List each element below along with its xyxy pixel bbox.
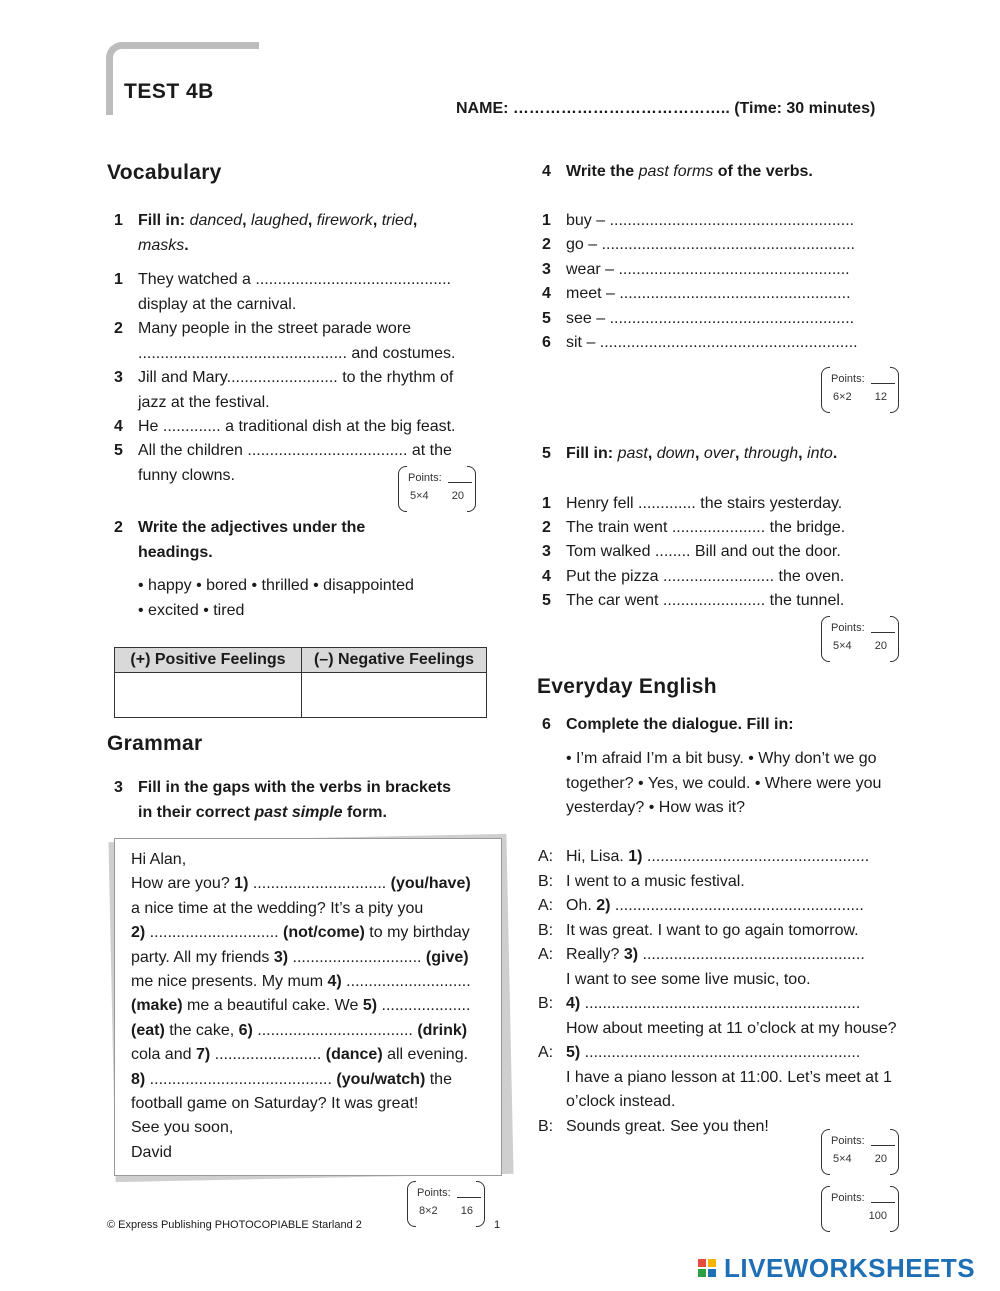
points-box [821,1129,899,1173]
dialogue-line: I have a piano lesson at 11:00. Let’s meet at 1 [566,1068,892,1086]
option-row: together? • Yes, we could. • Where were you [566,774,882,792]
item-number: 2 [542,236,551,253]
page-number: 1 [494,1219,501,1231]
task2-text: Write the adjectives under the [138,519,366,536]
logo-square-icon [708,1269,716,1277]
task1-word: tried [381,212,413,229]
task5-number: 5 [542,445,551,462]
task5-word: through [743,445,799,462]
item-number: 4 [542,285,551,302]
letter-line: How are you? 1) .............................. (you/have) [131,875,471,893]
copyright-footer: © Express Publishing PHOTOCOPIABLE Starland 2 [107,1219,362,1231]
task4-item [542,209,882,234]
task1-item [114,317,494,366]
points-label: Points: [831,373,865,385]
task3-text: Fill in the gaps with the verbs in brackets [138,779,451,796]
item-text: ............................................... and costumes. [138,344,456,362]
item-number: 5 [542,310,551,327]
points-total: 20 [451,490,464,502]
item-text: He ............. a traditional dish at the big feast. [138,418,456,435]
letter-line: 2) ............................. (not/come) to my birthday [131,924,470,942]
letter-line: (make) me a beautiful cake. We 5) .................... [131,997,471,1015]
dialogue-line: I want to see some live music, too. [566,970,811,988]
dialogue-line: o’clock instead. [566,1093,676,1110]
name-line: NAME: ………………………………….. (Time: 30 minutes) [456,100,876,117]
points-label: Points: [408,472,442,484]
points-label: Points: [831,1192,865,1204]
task5-word: over [703,445,735,462]
item-text: The train went ..................... the bridge. [566,519,846,536]
dialogue-line: B: 4) .............................................................. [538,995,861,1012]
points-box [407,1181,485,1225]
item-text: funny clowns. [138,466,235,484]
item-number: 4 [542,568,551,585]
logo-square-icon [698,1259,706,1267]
task4-item [542,233,882,258]
points-label: Points: [417,1187,451,1199]
task5-instruction: 5 Fill in: past, down, over, through, into. [566,442,837,467]
task6-instruction [542,713,794,738]
logo-text: LIVEWORKSHEETS [724,1253,976,1283]
item-text: Jill and Mary......................... to the rhythm of [138,369,454,386]
task5-prefix: Fill in: [566,445,614,462]
task2-text: headings. [138,543,213,561]
verb-gap[interactable]: go – ......................................................... [566,236,855,253]
points-blank[interactable] [871,622,895,633]
task4-item [542,258,882,283]
task5-item [542,589,882,614]
title-tab-decoration [106,42,259,115]
task4-emphasis: past forms [638,163,714,180]
item-number: 4 [114,418,123,435]
verb-gap[interactable]: sit – .......................................................... [566,334,858,351]
task1-item [114,415,494,440]
dialogue [538,845,938,1145]
letter-line: a nice time at the wedding? It’s a pity you [131,899,424,917]
item-number: 1 [114,271,123,288]
option-row: • I’m afraid I’m a bit busy. • Why don’t we go [566,750,877,767]
logo-square-icon [698,1269,706,1277]
letter-line: See you soon, [131,1119,234,1137]
adjective-row: • happy • bored • thrilled • disappointed [138,577,414,594]
points-blank[interactable] [871,1135,895,1146]
item-text: Many people in the street parade wore [138,320,412,337]
verb-gap[interactable]: meet – .................................................... [566,285,851,302]
points-multiplier: 6×2 [833,391,852,403]
item-number: 1 [542,495,551,512]
item-number: 3 [114,369,123,386]
negative-feelings-header: (–) Negative Feelings [302,648,487,673]
task1-number: 1 [114,212,123,229]
points-total: 100 [868,1210,887,1222]
adjective-row: • excited • tired [138,601,245,619]
task4-text: of the verbs. [713,163,813,180]
adjective-list [138,574,414,623]
points-total: 12 [874,391,887,403]
letter-line: 8) ......................................... (you/watch) the [131,1070,452,1088]
task4-number: 4 [542,163,551,180]
points-blank[interactable] [457,1187,481,1198]
points-blank[interactable] [448,472,472,483]
task5-item [542,565,882,590]
points-total: 16 [460,1205,473,1217]
item-text: display at the carnival. [138,295,297,313]
task4-text: Write the [566,163,639,180]
letter-line: party. All my friends 3) ............................. (give) [131,948,469,966]
test-title: TEST 4B [124,80,214,103]
option-row: yesterday? • How was it? [566,799,746,816]
letter-text [131,848,471,1165]
points-box [398,466,476,510]
feelings-table [114,647,487,718]
item-number: 1 [542,212,551,229]
letter-line: Hi Alan, [131,851,187,868]
item-text: jazz at the festival. [138,393,270,411]
item-text: The car went ....................... the tunnel. [566,592,845,609]
task2-instruction [114,516,478,565]
points-label: Points: [831,1135,865,1147]
dialogue-line: How about meeting at 11 o’clock at my house? [566,1019,897,1037]
points-total: 20 [874,640,887,652]
task6-number: 6 [542,716,551,733]
logo-square-icon [708,1259,716,1267]
task2-number: 2 [114,519,123,536]
item-text: Tom walked ........ Bill and out the door. [566,543,841,560]
task5-word: past [617,445,648,462]
task1-item [114,366,494,415]
task5-word: into [807,445,833,462]
item-number: 5 [114,442,123,459]
dialogue-line: A: Really? 3) .................................................. [538,946,865,963]
points-label: Points: [831,622,865,634]
total-points-box [821,1186,899,1230]
task1-word: masks [138,236,185,254]
verb-gap[interactable]: see – ....................................................... [566,310,855,327]
letter-line: (eat) the cake, 6) ................................... (drink) [131,1021,468,1039]
verb-gap[interactable]: wear – .................................................... [566,261,850,278]
item-number: 5 [542,592,551,609]
item-text: Put the pizza ......................... the oven. [566,568,845,585]
dialogue-line: B: It was great. I want to go again tomorrow. [538,921,859,939]
points-box [821,367,899,411]
dialogue-line: B: I went to a music festival. [538,872,745,890]
points-multiplier: 5×4 [410,490,429,502]
verb-gap[interactable]: buy – ....................................................... [566,212,855,229]
task5-item [542,492,882,517]
positive-feelings-header: (+) Positive Feelings [115,648,302,673]
task4-item [542,307,882,332]
letter-line: cola and 7) ........................ (dance) all evening. [131,1046,469,1064]
item-text: They watched a ............................................ [138,271,451,288]
points-multiplier: 5×4 [833,1153,852,1165]
item-number: 2 [542,519,551,536]
points-total: 20 [874,1153,887,1165]
task3-instruction [114,776,518,825]
task1-prefix: Fill in: [138,212,186,229]
task5-item [542,516,882,541]
task4-instruction [542,160,813,185]
task5-word: down [656,445,695,462]
task4-item [542,331,882,356]
item-number: 3 [542,543,551,560]
points-multiplier: 8×2 [419,1205,438,1217]
item-number: 2 [114,320,123,337]
task1-word: danced [189,212,243,229]
dialogue-line: A: Hi, Lisa. 1) .................................................. [538,848,870,865]
dialogue-line: B: Sounds great. See you then! [538,1117,769,1135]
letter-line: football game on Saturday? It was great! [131,1095,419,1113]
task1-item [114,268,494,317]
points-blank[interactable] [871,1192,895,1203]
letter-line: me nice presents. My mum 4) ............................ [131,973,471,991]
task1-word: laughed [250,212,308,229]
item-number: 3 [542,261,551,278]
vocabulary-heading: Vocabulary [107,161,222,184]
item-number: 6 [542,334,551,351]
task3-text: in their correct [138,803,255,821]
points-multiplier: 5×4 [833,640,852,652]
points-box [821,616,899,660]
dialogue-options [566,747,881,821]
task3-emphasis: past simple [254,803,343,821]
negative-feelings-cell[interactable] [302,673,487,718]
letter-line: David [131,1143,172,1161]
positive-feelings-cell[interactable] [115,673,302,718]
task1-instruction: 1 Fill in: danced, laughed, firework, tried, masks. [138,209,478,258]
task4-item [542,282,882,307]
item-text: Henry fell ............. the stairs yesterday. [566,495,843,512]
task1-word: firework [316,212,373,229]
points-blank[interactable] [871,373,895,384]
task5-item [542,540,882,565]
dialogue-line: A: 5) .............................................................. [538,1044,861,1061]
task6-text: Complete the dialogue. Fill in: [566,716,794,733]
everyday-english-heading: Everyday English [537,675,717,698]
grammar-heading: Grammar [107,732,203,755]
task3-number: 3 [114,779,123,796]
task3-text: form. [342,803,387,821]
dialogue-line: A: Oh. 2) ........................................................ [538,897,864,914]
item-text: All the children .................................... at the [138,442,452,459]
